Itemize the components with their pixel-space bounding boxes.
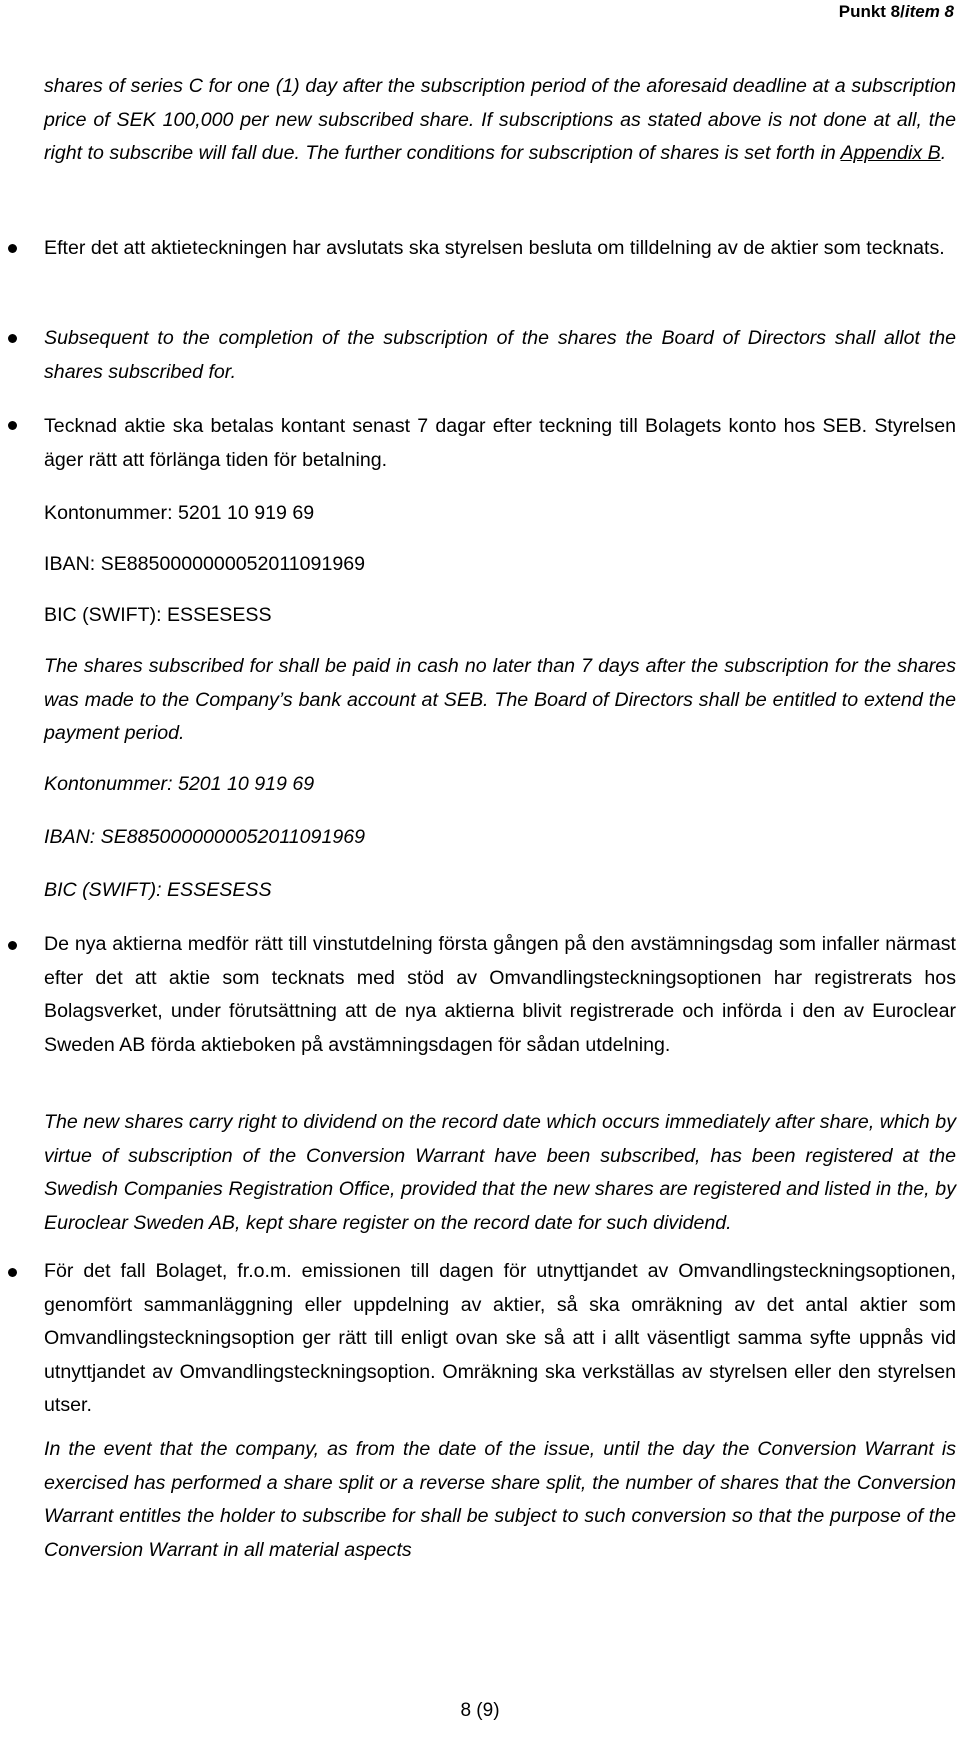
page-header — [839, 2, 954, 22]
account-number: Kontonummer: 5201 10 919 69 — [44, 502, 315, 524]
header-item: item 8 — [904, 2, 954, 21]
bullet-recalculation-sv: För det fall Bolaget, fr.o.m. emissionen till dagen för utnyttjandet av Omvandlingsteckningsoptionen, genomfört sammanläggning eller uppdelning av aktier, så ska omräkning av det antal aktier som Omvandlingsteckningsoption ger rätt till enligt ovan ske så att i allt väsentligt samma syfte uppnås vid utnyttjandet av Omvandlingsteckningsoption. Omräkning ska verkställas av styrelsen eller den styrelsen utser. — [44, 1260, 956, 1416]
bullet-icon — [8, 1268, 17, 1277]
iban-en: IBAN: SE8850000000052011091969 — [44, 826, 366, 848]
appendix-b-link[interactable]: Appendix B — [840, 142, 941, 164]
paragraph-payment-en: The shares subscribed for shall be paid in cash no later than 7 days after the subscription for the shares was made to the Company’s bank account at SEB. The Board of Directors shall be entitled to extend the payment period. — [44, 655, 956, 744]
bullet-icon — [8, 244, 17, 253]
paragraph-recalculation-en: In the event that the company, as from the date of the issue, until the day the Conversion Warrant is exercised has performed a share split or a reverse share split, the number of shares that the Conversion Warrant entitles the holder to subscribe for shall be subject to such conversion so that the purpose of the Conversion Warrant in all material aspects — [44, 1438, 956, 1561]
header-prefix: Punkt 8/ — [838, 2, 905, 21]
paragraph-text: shares of series C for one (1) day after the subscription period of the aforesaid deadline at a subscription price of SEK 100,000 per new subscribed share. If subscriptions as stated above is not done at all, the right to subscribe will fall due. The further conditions for subscription of shares is set forth in — [44, 75, 956, 164]
bullet-icon — [8, 334, 17, 343]
paragraph-dividend-en: The new shares carry right to dividend on the record date which occurs immediately after share, which by virtue of subscription of the Conversion Warrant have been subscribed, has been registered at the Swedish Companies Registration Office, provided that the new shares are registered and listed in the, by Euroclear Sweden AB, kept share register on the record date for such dividend. — [44, 1111, 956, 1234]
iban: IBAN: SE8850000000052011091969 — [44, 553, 366, 575]
bullet-payment-sv: Tecknad aktie ska betalas kontant senast 7 dagar efter teckning till Bolagets konto hos SEB. Styrelsen äger rätt att förlänga tiden för betalning. — [44, 415, 956, 471]
bullet-icon — [8, 421, 17, 430]
bullet-icon — [8, 941, 17, 950]
bullet-allotment-sv: Efter det att aktieteckningen har avslutats ska styrelsen besluta om tilldelning av de aktier som tecknats. — [44, 237, 945, 259]
paragraph-allotment-en: Subsequent to the completion of the subscription of the shares the Board of Directors shall allot the shares subscribed for. — [44, 327, 956, 383]
paragraph-text-end: . — [940, 142, 947, 164]
bic-swift: BIC (SWIFT): ESSESESS — [44, 604, 272, 626]
paragraph-subscription-conditions — [44, 70, 956, 171]
bullet-dividend-sv: De nya aktierna medför rätt till vinstutdelning första gången på den avstämningsdag som infaller närmast efter det att aktie som tecknats med stöd av Omvandlingsteckningsoptionen har registrerats hos Bolagsverket, under förutsättning att de nya aktierna blivit registrerade och införda i den av Euroclear Sweden AB förda aktieboken på avstämningsdagen för sådan utdelning. — [44, 933, 956, 1056]
page-number: 8 (9) — [460, 1700, 500, 1721]
account-number-en: Kontonummer: 5201 10 919 69 — [44, 773, 315, 795]
bic-swift-en: BIC (SWIFT): ESSESESS — [44, 879, 272, 901]
